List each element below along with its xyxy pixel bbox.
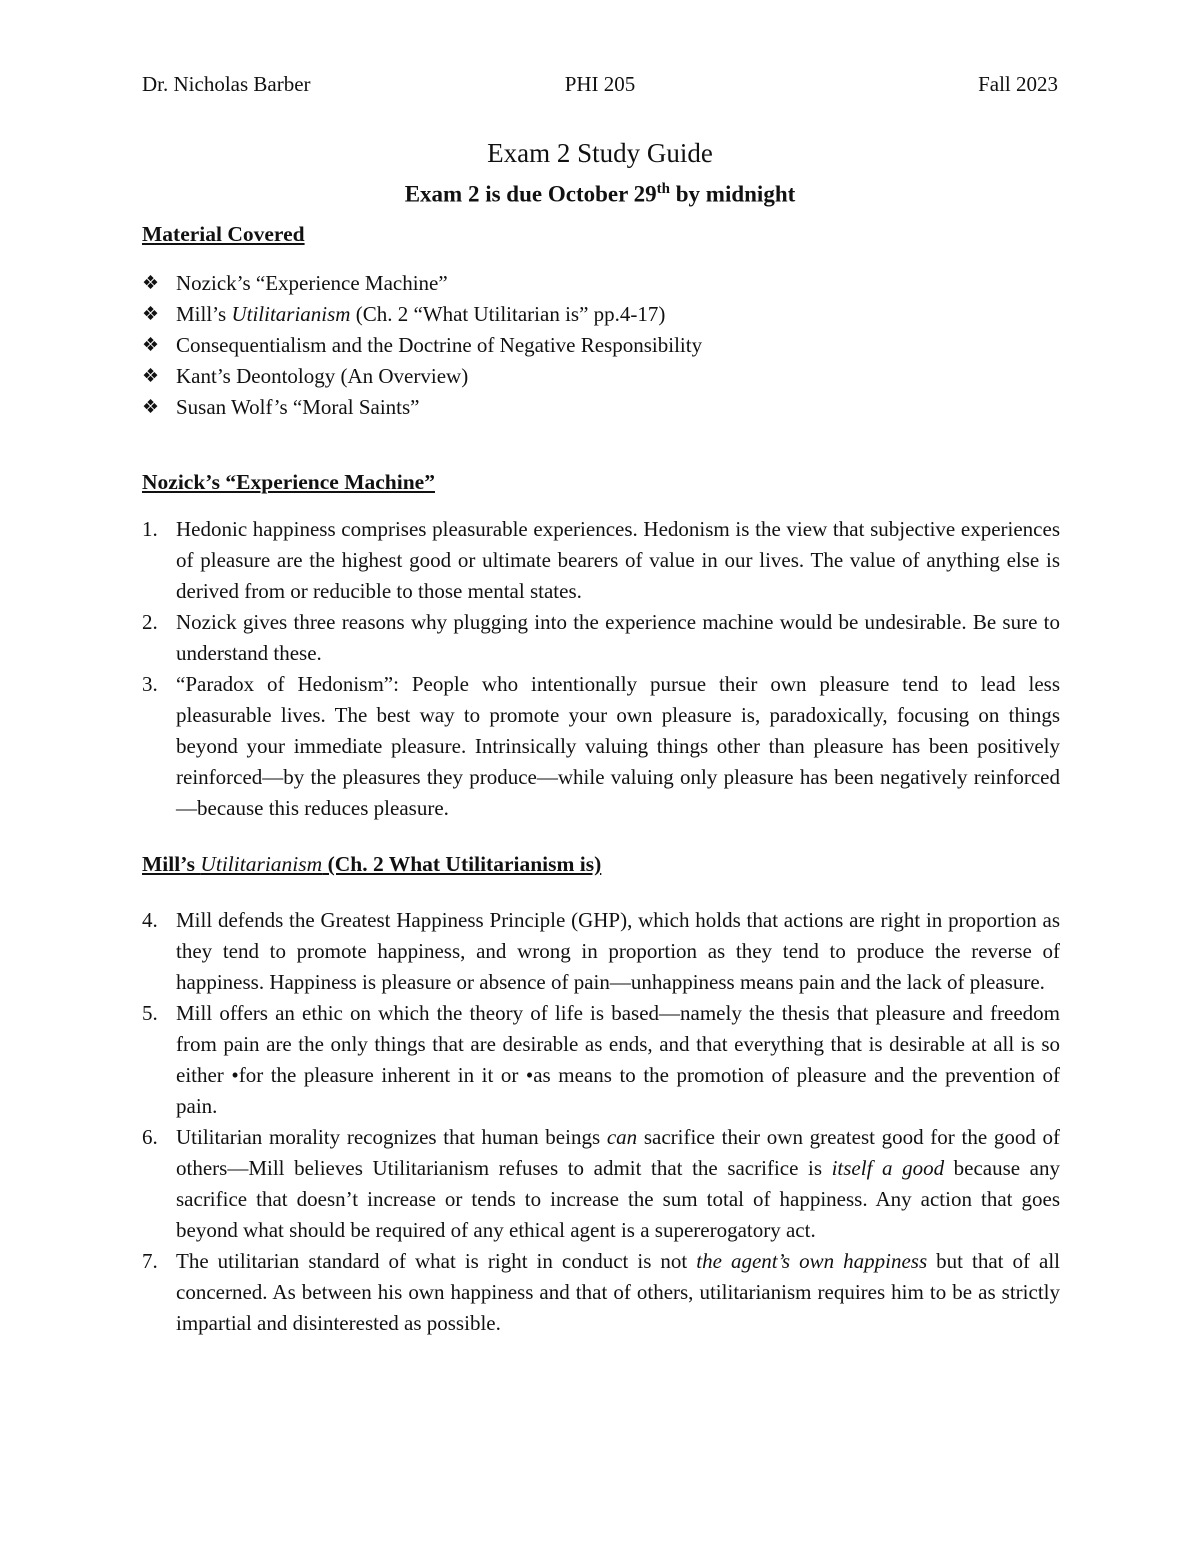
material-item: ❖ Kant’s Deontology (An Overview) bbox=[142, 361, 702, 392]
nozick-section-heading: Nozick’s “Experience Machine” bbox=[142, 470, 435, 494]
material-item: ❖ Consequentialism and the Doctrine of Negative Responsibility bbox=[142, 330, 702, 361]
instructor-name: Dr. Nicholas Barber bbox=[142, 72, 311, 96]
item-number: 2. bbox=[142, 610, 158, 634]
material-covered-heading: Material Covered bbox=[142, 222, 305, 246]
mill-section-heading: Mill’s Utilitarianism (Ch. 2 What Utilitarianism is) bbox=[142, 852, 602, 876]
item-number: 5. bbox=[142, 1001, 158, 1025]
subtitle-tail: by midnight bbox=[670, 181, 796, 207]
diamond-bullet-icon: ❖ bbox=[142, 366, 160, 387]
subtitle-main: Exam 2 is due October 29 bbox=[404, 181, 657, 207]
material-item: ❖ Susan Wolf’s “Moral Saints” bbox=[142, 392, 702, 423]
list-item: 4. Mill defends the Greatest Happiness Principle (GHP), which holds that actions are right in proportion as they tend to promote happiness, and wrong in proportion as they tend to produce the reverse of happiness. Happiness is pleasure or absence of pain—unhappiness means pain and the lack of pleasure. bbox=[142, 905, 1060, 998]
list-item: 5. Mill offers an ethic on which the theory of life is based—namely the thesis that pleasure and freedom from pain are the only things that are desirable as ends, and that everything that is desirable at all is so either •for the pleasure inherent in it or •as means to the promotion of pleasure and the prevention of pain. bbox=[142, 998, 1060, 1122]
diamond-bullet-icon: ❖ bbox=[142, 304, 160, 325]
due-date-subtitle bbox=[0, 181, 1200, 208]
material-item: ❖ Nozick’s “Experience Machine” bbox=[142, 268, 702, 299]
diamond-bullet-icon: ❖ bbox=[142, 397, 160, 418]
item-number: 3. bbox=[142, 672, 158, 696]
list-item: 6. Utilitarian morality recognizes that human beings can sacrifice their own greatest good for the good of others—Mill believes Utilitarianism refuses to admit that the sacrifice is itself a good because any sacrifice that doesn’t increase or tends to increase the sum total of happiness. Any action that goes beyond what should be required of any ethical agent is a supererogatory act. bbox=[142, 1122, 1060, 1246]
subtitle-superscript: th bbox=[656, 181, 670, 197]
item-number: 1. bbox=[142, 517, 158, 541]
item-number: 7. bbox=[142, 1249, 158, 1273]
nozick-list bbox=[142, 514, 1060, 824]
mill-list bbox=[142, 905, 1060, 1339]
term: Fall 2023 bbox=[978, 72, 1058, 96]
material-item: ❖ Mill’s Utilitarianism (Ch. 2 “What Utilitarian is” pp.4-17) bbox=[142, 299, 702, 330]
diamond-bullet-icon: ❖ bbox=[142, 273, 160, 294]
item-number: 4. bbox=[142, 908, 158, 932]
list-item: 2. Nozick gives three reasons why plugging into the experience machine would be undesirable. Be sure to understand these. bbox=[142, 607, 1060, 669]
material-list bbox=[142, 268, 702, 423]
course-code: PHI 205 bbox=[564, 72, 636, 96]
list-item: 1. Hedonic happiness comprises pleasurable experiences. Hedonism is the view that subjective experiences of pleasure are the highest good or ultimate bearers of value in our lives. The value of anything else is derived from or reducible to those mental states. bbox=[142, 514, 1060, 607]
list-item: 3. “Paradox of Hedonism”: People who intentionally pursue their own pleasure tend to lead less pleasurable lives. The best way to promote your own pleasure is, paradoxically, focusing on things beyond your immediate pleasure. Intrinsically valuing things other than pleasure has been positively reinforced—by the pleasures they produce—while valuing only pleasure has been negatively reinforced—because this reduces pleasure. bbox=[142, 669, 1060, 824]
diamond-bullet-icon: ❖ bbox=[142, 335, 160, 356]
item-number: 6. bbox=[142, 1125, 158, 1149]
list-item: 7. The utilitarian standard of what is right in conduct is not the agent’s own happiness but that of all concerned. As between his own happiness and that of others, utilitarianism requires him to be as strictly impartial and disinterested as possible. bbox=[142, 1246, 1060, 1339]
page-header bbox=[142, 72, 1058, 102]
page-title: Exam 2 Study Guide bbox=[487, 138, 713, 168]
